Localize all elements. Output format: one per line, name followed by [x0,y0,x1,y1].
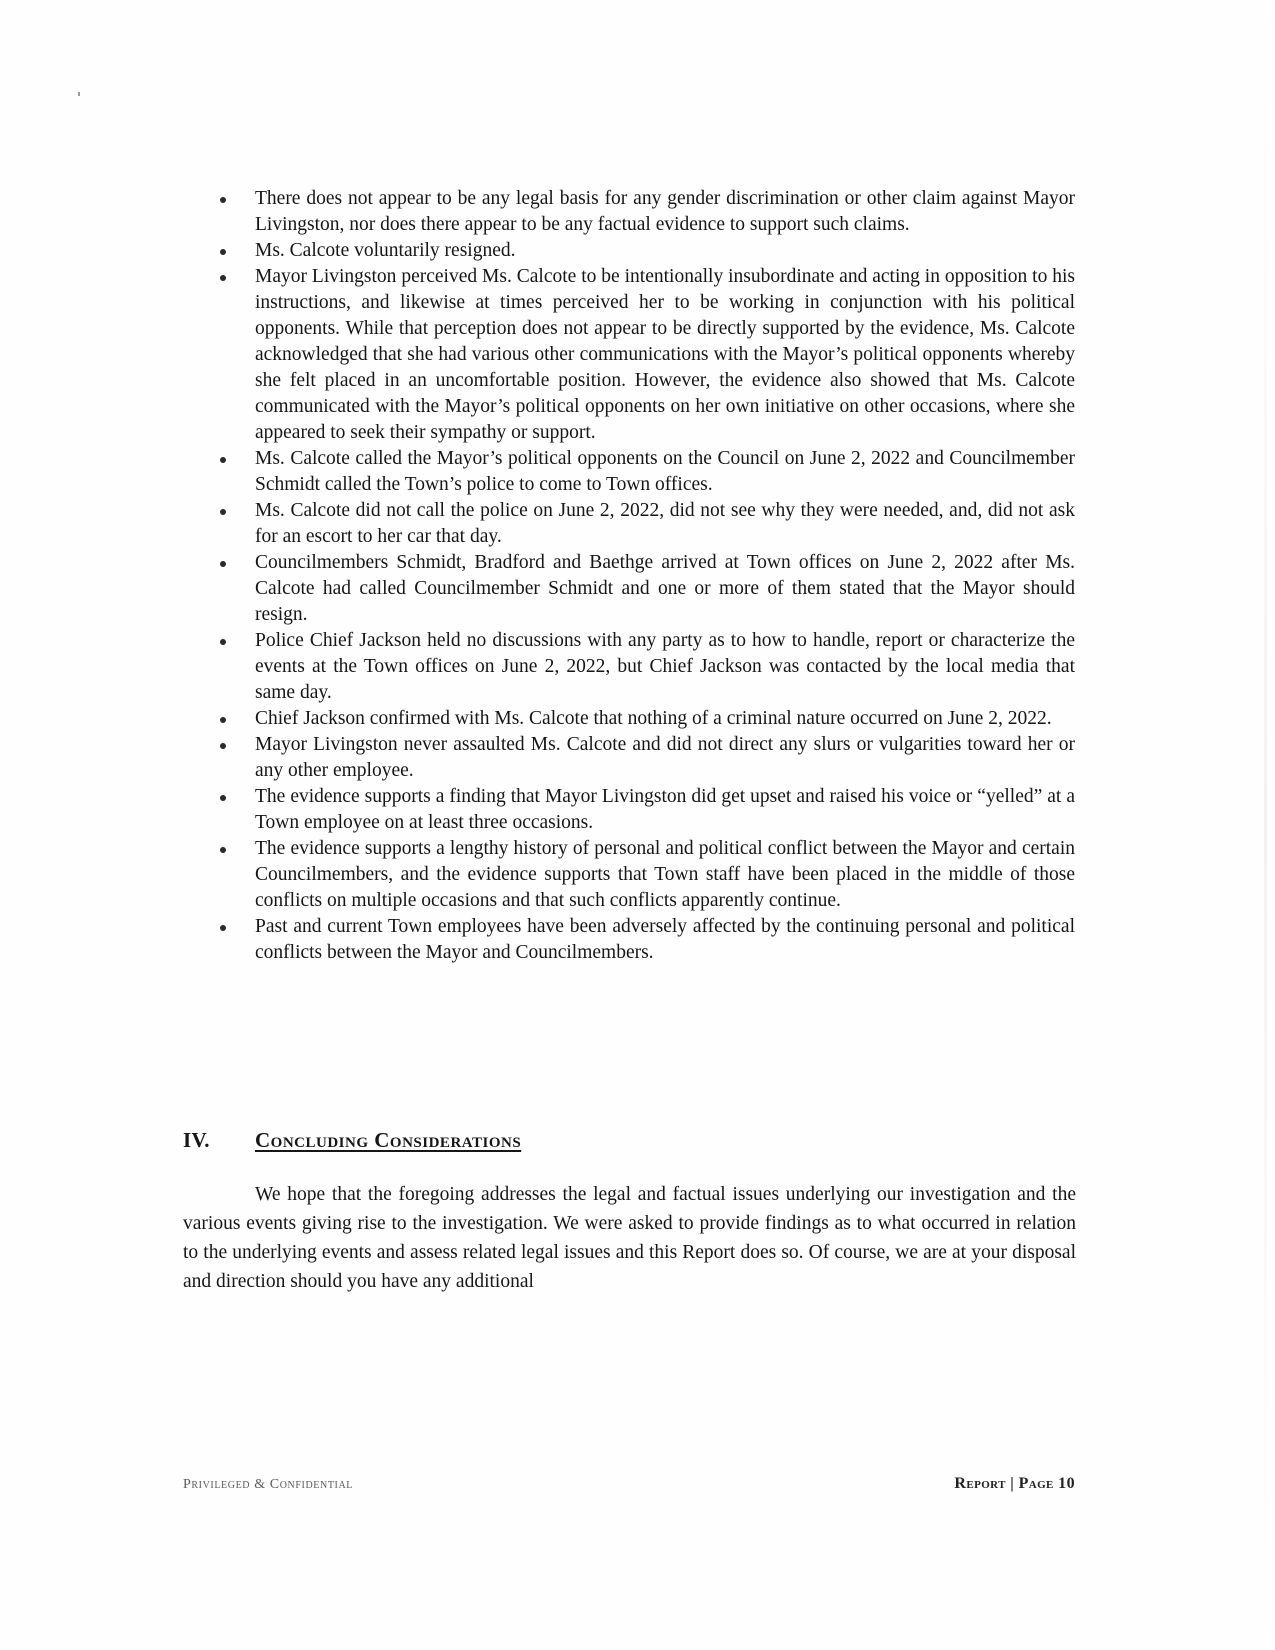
bullet-icon [220,795,226,801]
section-title: Concluding Considerations [255,1128,522,1152]
scan-edge [1264,0,1267,1650]
finding-item [215,446,1075,498]
section-heading [183,1128,1043,1153]
scan-artifact [78,92,80,96]
bullet-icon [220,847,226,853]
finding-text: Chief Jackson confirmed with Ms. Calcote that nothing of a criminal nature occurred on June 2, 2022. [255,708,1052,729]
finding-item [215,914,1075,966]
finding-text: Ms. Calcote did not call the police on June 2, 2022, did not see why they were needed, and, did not ask for an escort to her car that day. [255,500,1075,547]
bullet-icon [220,717,226,723]
finding-item [215,186,1075,238]
finding-text: Mayor Livingston never assaulted Ms. Calcote and did not direct any slurs or vulgarities toward her or any other employee. [255,734,1075,781]
finding-item [215,628,1075,706]
finding-text: Past and current Town employees have been adversely affected by the continuing personal and political conflicts between the Mayor and Councilmembers. [255,916,1075,963]
bullet-icon [220,275,226,281]
finding-item [215,836,1075,914]
finding-text: Ms. Calcote voluntarily resigned. [255,240,516,261]
bullet-icon [220,925,226,931]
finding-item [215,706,1075,732]
bullet-icon [220,249,226,255]
finding-text: Ms. Calcote called the Mayor’s political opponents on the Council on June 2, 2022 and Councilmember Schmidt called the Town’s police to come to Town offices. [255,448,1075,495]
bullet-icon [220,197,226,203]
footer-confidential-label: Privileged & Confidential [183,1477,353,1492]
bullet-icon [220,561,226,567]
concluding-paragraph: We hope that the foregoing addresses the legal and factual issues underlying our investigation and the various events giving rise to the investigation. We were asked to provide findings as to what occurred in relation to the underlying events and assess related legal issues and this Report does so. Of course, we are at your disposal and direction should you have any additional [183,1184,1076,1292]
footer-page-label: Report | Page 10 [954,1475,1075,1492]
finding-item [215,238,1075,264]
bullet-icon [220,743,226,749]
findings-list [215,186,1075,966]
finding-text: There does not appear to be any legal basis for any gender discrimination or other claim against Mayor Livingston, nor does there appear to be any factual evidence to support such claims. [255,188,1075,235]
bullet-icon [220,457,226,463]
finding-text: The evidence supports a finding that Mayor Livingston did get upset and raised his voice or “yelled” at a Town employee on at least three occasions. [255,786,1075,833]
finding-text: Police Chief Jackson held no discussions with any party as to how to handle, report or characterize the events at the Town offices on June 2, 2022, but Chief Jackson was contacted by the local media that same day. [255,630,1075,703]
finding-text: The evidence supports a lengthy history of personal and political conflict between the Mayor and certain Councilmembers, and the evidence supports that Town staff have been placed in the middle of those conflicts on multiple occasions and that such conflicts apparently continue. [255,838,1075,911]
finding-item [215,732,1075,784]
bullet-icon [220,509,226,515]
finding-item [215,498,1075,550]
finding-text: Mayor Livingston perceived Ms. Calcote to be intentionally insubordinate and acting in opposition to his instructions, and likewise at times perceived her to be working in conjunction with his political opponents. While that perception does not appear to be directly supported by the evidence, Ms. Calcote acknowledged that she had various other communications with the Mayor’s political opponents whereby she felt placed in an uncomfortable position. However, the evidence also showed that Ms. Calcote communicated with the Mayor’s political opponents on her own initiative on other occasions, where she appeared to seek their sympathy or support. [255,266,1075,443]
section-number: IV. [183,1128,210,1152]
finding-text: Councilmembers Schmidt, Bradford and Baethge arrived at Town offices on June 2, 2022 after Ms. Calcote had called Councilmember Schmidt and one or more of them stated that the Mayor should resign. [255,552,1075,625]
finding-item [215,264,1075,446]
bullet-icon [220,639,226,645]
finding-item [215,784,1075,836]
finding-item [215,550,1075,628]
